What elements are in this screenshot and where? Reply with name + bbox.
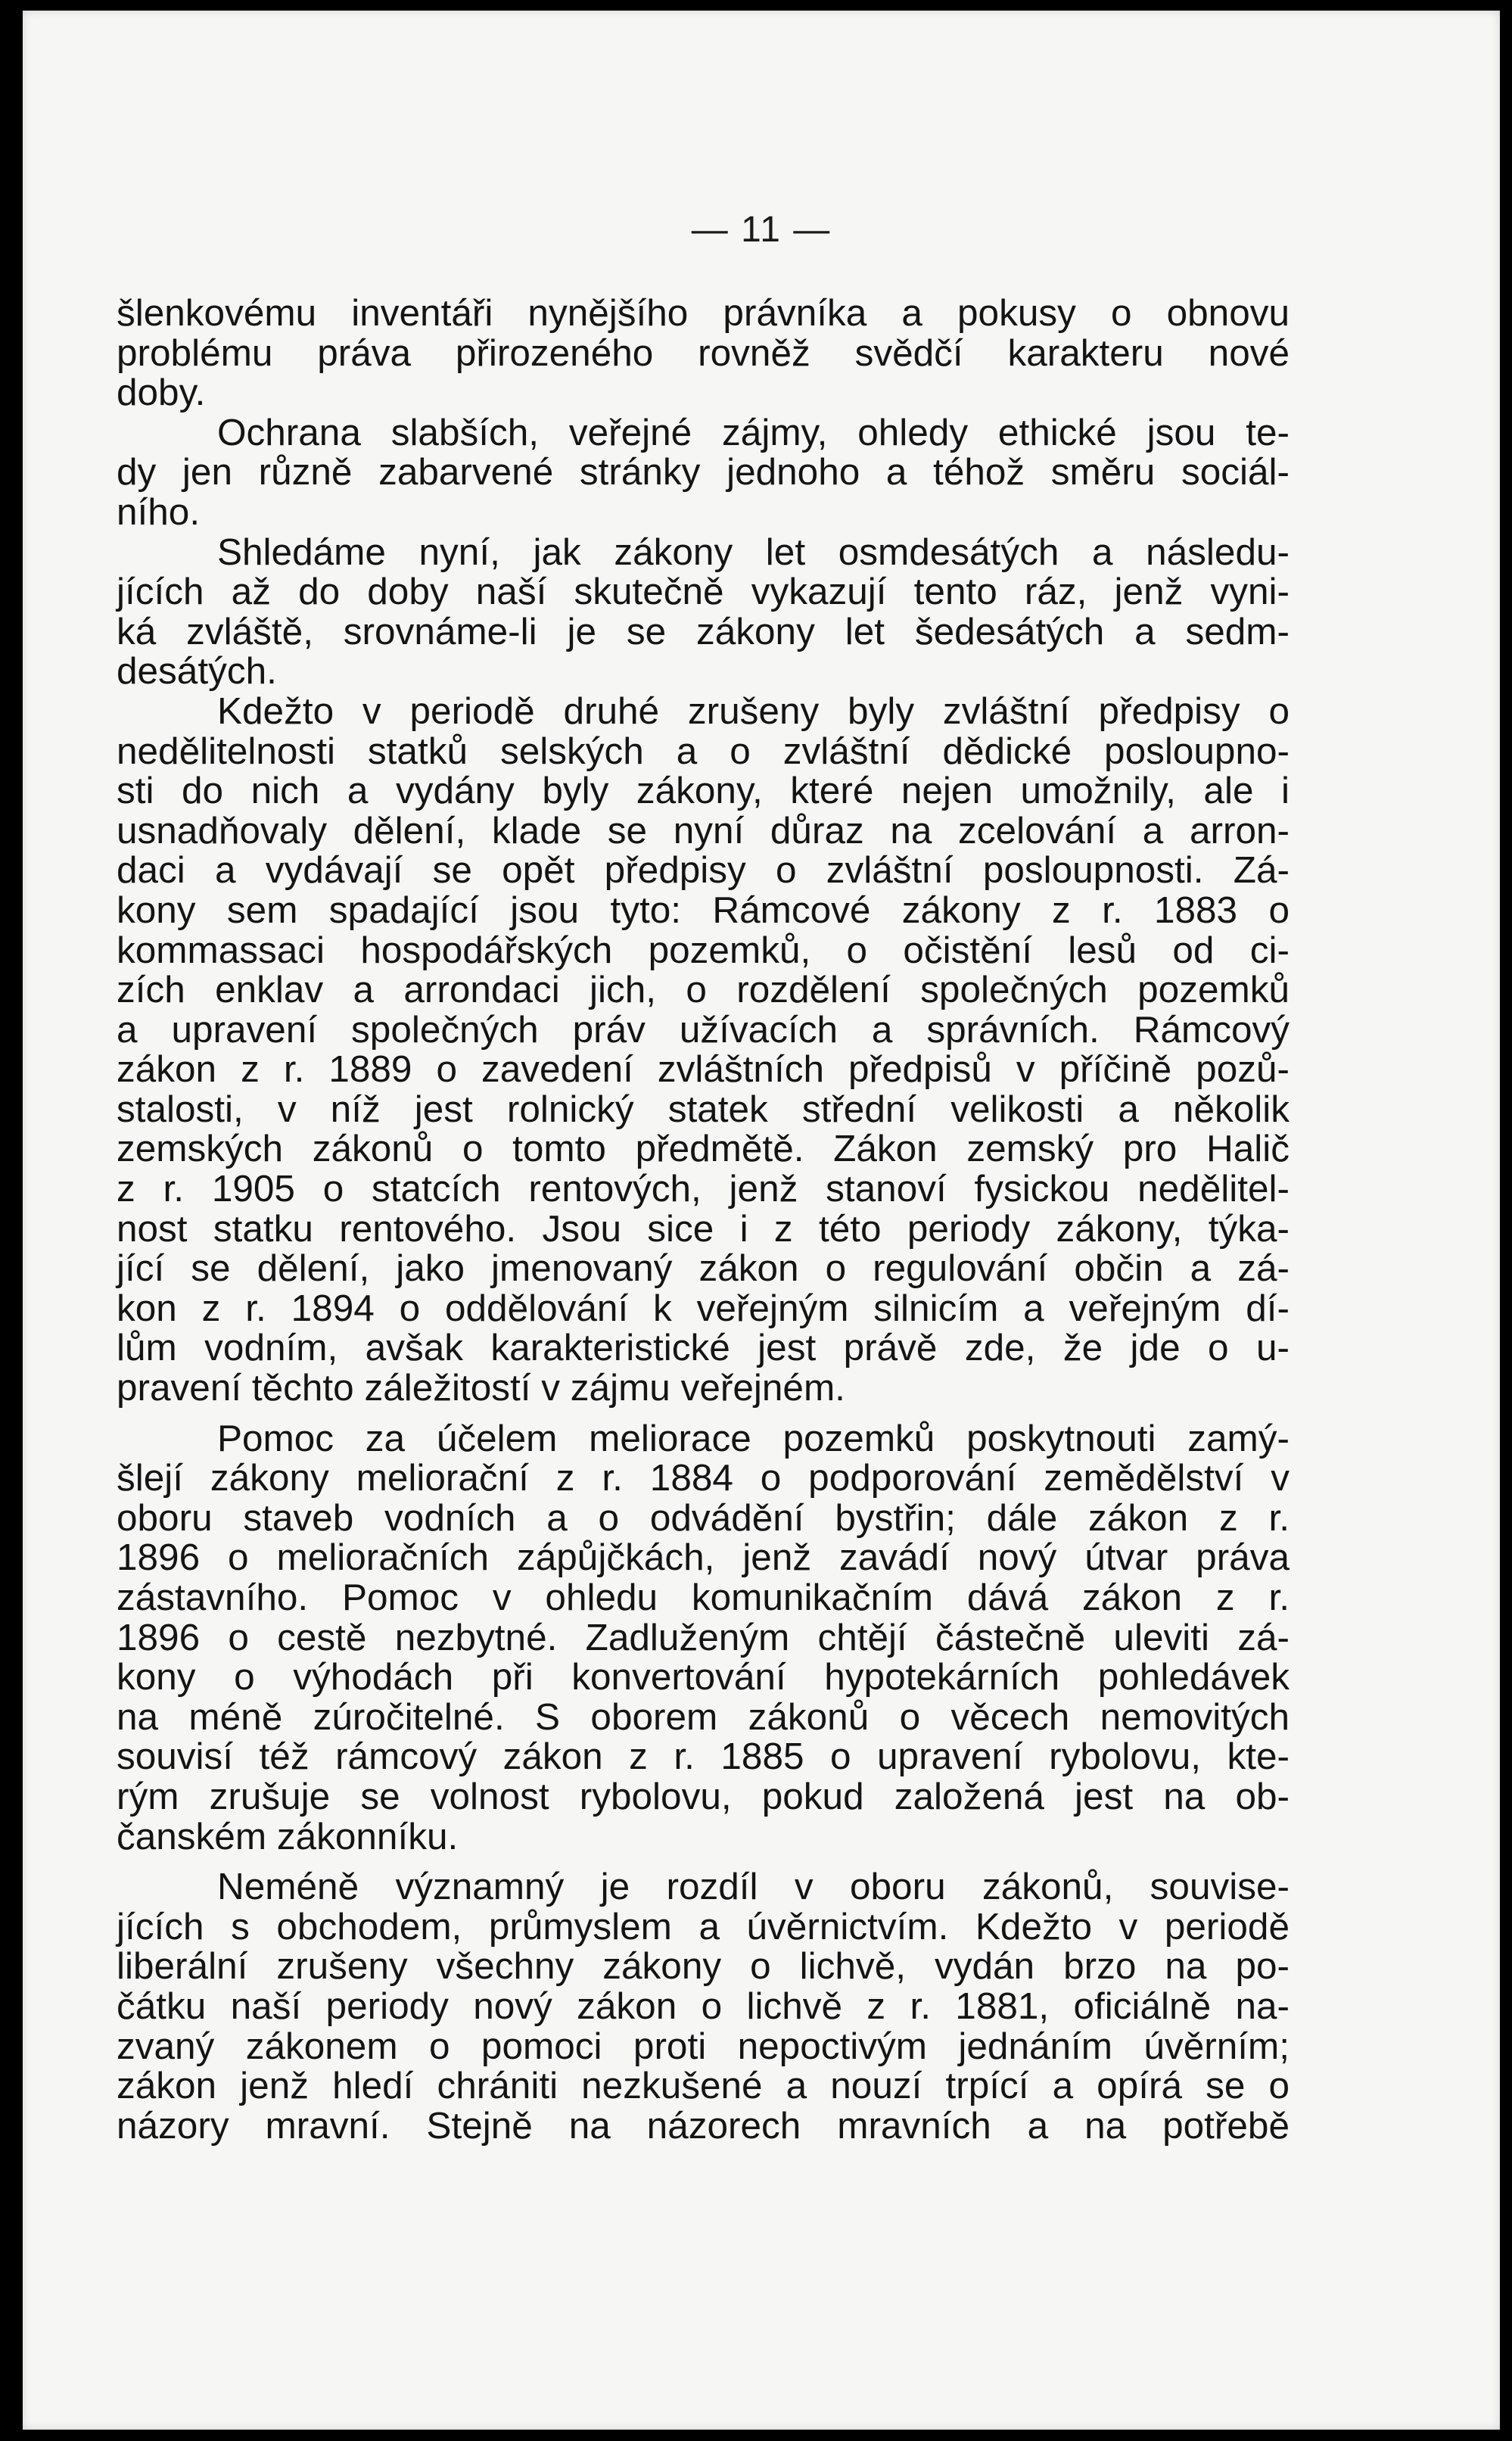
- text-line: zákon jenž hledí chrániti nezkušené a nouzí trpící a opírá se o: [117, 2065, 1290, 2107]
- text-line: názory mravní. Stejně na názorech mravních a na potřebě: [117, 2104, 1290, 2147]
- book-page: [23, 11, 1500, 2430]
- text-line: 1896 o cestě nezbytné. Zadluženým chtějí částečně uleviti zá-: [117, 1616, 1290, 1658]
- text-line: 1896 o melioračních zápůjčkách, jenž zavádí nový útvar práva: [117, 1537, 1290, 1579]
- text-line: kommassaci hospodářských pozemků, o očistění lesů od ci-: [117, 929, 1290, 971]
- text-line: daci a vydávají se opět předpisy o zvláštní posloupnosti. Zá-: [117, 849, 1290, 892]
- text-line: lům vodním, avšak karakteristické jest právě zde, že jde o u-: [117, 1327, 1290, 1369]
- text-line: šlejí zákony meliorační z r. 1884 o podporování zemědělství v: [117, 1457, 1290, 1499]
- text-line: jících s obchodem, průmyslem a úvěrnictvím. Kdežto v periodě: [117, 1905, 1290, 1948]
- text-line: problému práva přirozeného rovněž svědčí karakteru nové: [117, 332, 1290, 374]
- text-line: zákon z r. 1889 o zavedení zvláštních předpisů v příčině pozů-: [117, 1048, 1290, 1091]
- text-line: na méně zúročitelné. S oborem zákonů o věcech nemovitých: [117, 1695, 1290, 1738]
- text-line: Shledáme nyní, jak zákony let osmdesátých a následu-: [217, 531, 1290, 573]
- text-line: liberální zrušeny všechny zákony o lichvě, vydán brzo na po-: [117, 1945, 1290, 1988]
- text-line: z r. 1905 o statcích rentových, jenž stanoví fysickou nedělitel-: [117, 1168, 1290, 1210]
- text-line: zích enklav a arrondaci jich, o rozdělení společných pozemků: [117, 969, 1290, 1011]
- text-line: Pomoc za účelem meliorace pozemků poskytnouti zamý-: [217, 1417, 1290, 1459]
- text-line: dy jen různě zabarvené stránky jednoho a téhož směru sociál-: [117, 451, 1290, 493]
- text-line: desátých.: [117, 650, 277, 693]
- text-line: jící se dělení, jako jmenovaný zákon o regulování občin a zá-: [117, 1247, 1290, 1290]
- body-text: [117, 294, 1290, 2146]
- text-line: šlenkovému inventáři nynějšího právníka a pokusy o obnovu: [117, 292, 1290, 334]
- text-line: zemských zákonů o tomto předmětě. Zákon zemský pro Halič: [117, 1128, 1290, 1170]
- page-number: — 11 —: [691, 210, 832, 250]
- text-line: a upravení společných práv užívacích a správních. Rámcový: [117, 1008, 1290, 1051]
- text-line: čátku naší periody nový zákon o lichvě z r. 1881, oficiálně na-: [117, 1985, 1290, 2027]
- text-line: doby.: [117, 372, 206, 414]
- text-line: souvisí též rámcový zákon z r. 1885 o upravení rybolovu, kte-: [117, 1736, 1290, 1778]
- text-line: zástavního. Pomoc v ohledu komunikačním dává zákon z r.: [117, 1577, 1290, 1618]
- text-line: Kdežto v periodě druhé zrušeny byly zvláštní předpisy o: [217, 690, 1290, 732]
- text-line: zvaný zákonem o pomoci proti nepoctivým jednáním úvěrním;: [117, 2025, 1290, 2067]
- text-line: oboru staveb vodních a o odvádění bystřin; dále zákon z r.: [117, 1496, 1290, 1539]
- text-line: kon z r. 1894 o oddělování k veřejným silnicím a veřejným dí-: [117, 1287, 1290, 1329]
- text-line: čanském zákonníku.: [117, 1815, 459, 1857]
- text-line: rým zrušuje se volnost rybolovu, pokud založená jest na ob-: [117, 1775, 1290, 1817]
- text-line: stalosti, v níž jest rolnický statek střední velikosti a několik: [117, 1088, 1290, 1130]
- text-line: usnadňovaly dělení, klade se nyní důraz na zcelování a arron-: [117, 809, 1290, 852]
- text-line: ního.: [117, 490, 201, 533]
- text-line: jících až do doby naší skutečně vykazují tento ráz, jenž vyni-: [117, 571, 1290, 613]
- text-line: pravení těchto záležitostí v zájmu veřejném.: [117, 1367, 845, 1409]
- text-line: kony sem spadající jsou tyto: Rámcové zákony z r. 1883 o: [117, 889, 1290, 931]
- text-line: kony o výhodách při konvertování hypotekárních pohledávek: [117, 1656, 1290, 1698]
- text-line: Neméně významný je rozdíl v oboru zákonů, souvise-: [217, 1866, 1290, 1908]
- text-line: sti do nich a vydány byly zákony, které nejen umožnily, ale i: [117, 770, 1290, 812]
- text-line: nost statku rentového. Jsou sice i z této periody zákony, týka-: [117, 1207, 1290, 1250]
- text-line: Ochrana slabších, veřejné zájmy, ohledy ethické jsou te-: [217, 411, 1290, 453]
- text-line: nedělitelnosti statků selských a o zvláštní dědické posloupno-: [117, 730, 1290, 772]
- text-line: ká zvláště, srovnáme-li je se zákony let šedesátých a sedm-: [117, 610, 1290, 652]
